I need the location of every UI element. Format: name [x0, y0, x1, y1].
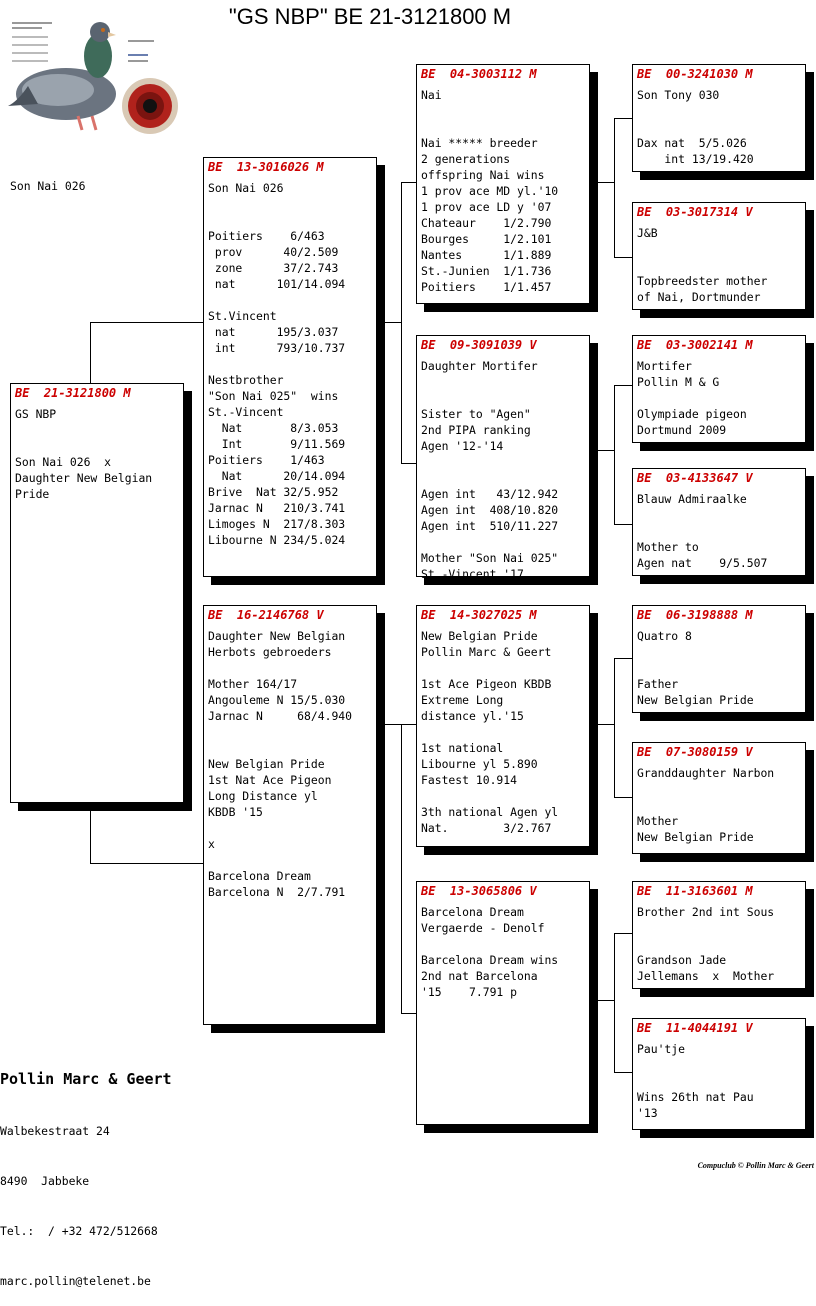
pigeon-note-line — [421, 119, 558, 135]
pigeon-note-line: offspring Nai wins — [421, 168, 545, 182]
pigeon-note-line: Angouleme N 15/5.030 — [208, 693, 346, 707]
pigeon-notes — [637, 225, 767, 305]
connector-line — [614, 257, 633, 258]
pigeon-note-line: 1st Ace Pigeon KBDB — [421, 677, 552, 691]
connector-line — [401, 182, 402, 464]
pigeon-notes — [421, 358, 558, 582]
pigeon-note-line: Dortmund 2009 — [637, 423, 727, 437]
pigeon-notes — [421, 628, 558, 836]
pigeon-note-line: '13 — [637, 1106, 658, 1120]
pigeon-note-line: Poitiers 6/463 — [208, 229, 325, 243]
pigeon-note-line — [208, 852, 352, 868]
pigeon-note-line: New Belgian Pride — [637, 693, 754, 707]
connector-line — [614, 933, 633, 934]
ring-number: BE 14-3027025 M — [421, 608, 537, 622]
connector-line — [401, 182, 417, 183]
pigeon-note-line: 1st Nat Ace Pigeon — [208, 773, 332, 787]
breeder-phone-line[interactable]: Tel.: / +32 472/512668 — [0, 1224, 158, 1238]
pigeon-note-line: 1 prov ace LD y '07 — [421, 200, 552, 214]
pigeon-note-line: Jarnac N 210/3.741 — [208, 501, 346, 515]
connector-line — [614, 1072, 633, 1073]
pigeon-name: Mortifer — [637, 359, 692, 373]
pigeon-note-line: St.-Vincent '17 — [421, 567, 524, 581]
pigeon-note-line: Barcelona Dream — [208, 869, 311, 883]
pigeon-notes — [637, 628, 754, 708]
pigeon-notes — [637, 1041, 754, 1121]
pigeon-card-sire-dam[interactable] — [416, 335, 590, 581]
pigeon-note-line: Agen '12-'14 — [421, 439, 504, 453]
pigeon-note-line: Wins 26th nat Pau — [637, 1090, 754, 1104]
pigeon-notes — [637, 904, 774, 984]
pigeon-note-line — [637, 797, 774, 813]
pigeon-note-line — [637, 920, 774, 936]
pigeon-note-line: Libourne N 234/5.024 — [208, 533, 346, 547]
pigeon-note-line — [421, 788, 558, 804]
connector-line — [614, 118, 633, 119]
pigeon-note-line: New Belgian Pride — [637, 830, 754, 844]
pigeon-note-line: Mother "Son Nai 025" — [421, 551, 559, 565]
pigeon-note-line — [637, 644, 754, 660]
pigeon-note-line: Agen int 510/11.227 — [421, 519, 559, 533]
pigeon-card-ddd[interactable] — [632, 1018, 806, 1130]
pigeon-name: Barcelona Dream — [421, 905, 524, 919]
pigeon-note-line: Libourne yl 5.890 — [421, 757, 538, 771]
breeder-info — [0, 1035, 172, 1306]
subject-label: Son Nai 026 — [10, 179, 86, 193]
pigeon-note-line — [421, 724, 558, 740]
pigeon-note-line: Nai ***** breeder — [421, 136, 538, 150]
pigeon-note-line: 1 prov ace MD yl.'10 — [421, 184, 559, 198]
pigeon-note-line — [637, 119, 754, 135]
connector-line — [590, 724, 615, 725]
pigeon-note-line — [637, 1057, 754, 1073]
pigeon-name: GS NBP — [15, 407, 57, 421]
pigeon-name: New Belgian Pride — [421, 629, 538, 643]
ring-number: BE 16-2146768 V — [208, 608, 324, 622]
pigeon-notes — [208, 180, 345, 548]
connector-line — [90, 322, 204, 323]
ring-number: BE 13-3065806 V — [421, 884, 537, 898]
pigeon-note-line: Limoges N 217/8.303 — [208, 517, 346, 531]
connector-line — [90, 322, 91, 384]
pigeon-note-line — [421, 936, 558, 952]
pigeon-notes — [208, 628, 352, 900]
connector-line — [590, 182, 615, 183]
pigeon-note-line: Barcelona N 2/7.791 — [208, 885, 346, 899]
pigeon-note-line: New Belgian Pride — [208, 757, 325, 771]
connector-line — [401, 1013, 417, 1014]
pigeon-card-dsd[interactable] — [632, 742, 806, 854]
pigeon-note-line — [421, 374, 558, 390]
breeder-address-line: Walbekestraat 24 — [0, 1124, 110, 1138]
pigeon-note-line: distance yl.'15 — [421, 709, 524, 723]
pigeon-note-line: Mother to — [637, 540, 699, 554]
pigeon-note-line — [421, 390, 558, 406]
pigeon-note-line — [421, 454, 558, 470]
pigeon-note-line — [637, 936, 774, 952]
pigeon-note-line — [421, 534, 558, 550]
pigeon-note-line: Chateaur 1/2.790 — [421, 216, 552, 230]
connector-line — [401, 463, 417, 464]
ring-number: BE 09-3091039 V — [421, 338, 537, 352]
pigeon-note-line: Jarnac N 68/4.940 — [208, 709, 353, 723]
pigeon-notes — [15, 406, 152, 502]
pigeon-note-line: Poitiers 1/1.457 — [421, 280, 552, 294]
ring-number: BE 04-3003112 M — [421, 67, 537, 81]
pigeon-note-line — [637, 781, 774, 797]
pigeon-notes — [421, 904, 558, 1000]
pigeon-note-line: int 13/19.420 — [637, 152, 754, 166]
connector-line — [90, 802, 91, 863]
connector-line — [614, 933, 615, 1073]
footer-credit: Compuclub © Pollin Marc & Geert — [697, 1161, 814, 1170]
connector-line — [401, 724, 417, 725]
pigeon-note-line — [421, 660, 558, 676]
pigeon-card-sdd[interactable] — [632, 468, 806, 576]
pigeon-card-dam-dam[interactable] — [416, 881, 590, 1125]
pigeon-note-line: Mother — [637, 814, 679, 828]
pigeon-note-line — [208, 820, 352, 836]
pigeon-note-line: Barcelona Dream wins — [421, 953, 559, 967]
pigeon-notes — [637, 765, 774, 845]
ring-number: BE 11-3163601 M — [637, 884, 753, 898]
pigeon-notes — [637, 491, 767, 571]
connector-line — [614, 385, 633, 386]
pigeon-card-ssd[interactable] — [632, 202, 806, 310]
pigeon-note-line: Olympiade pigeon — [637, 407, 747, 421]
pigeon-note-line — [15, 438, 152, 454]
pigeon-card-sire[interactable] — [203, 157, 377, 577]
pigeon-note-line: Bourges 1/2.101 — [421, 232, 552, 246]
connector-line — [614, 658, 615, 798]
pigeon-card-main[interactable] — [10, 383, 184, 803]
pigeon-note-line: int 793/10.737 — [208, 341, 346, 355]
pigeon-note-line — [208, 212, 345, 228]
pigeon-card-dds[interactable] — [632, 881, 806, 989]
pigeon-note-line: Agen int 408/10.820 — [421, 503, 559, 517]
pigeon-note-line: Poitiers 1/463 — [208, 453, 325, 467]
ring-number: BE 11-4044191 V — [637, 1021, 753, 1035]
pigeon-image — [8, 22, 116, 130]
pigeon-note-line: Int 9/11.569 — [208, 437, 346, 451]
ring-number: BE 03-3017314 V — [637, 205, 753, 219]
pigeon-note-line: Herbots gebroeders — [208, 645, 332, 659]
pigeon-note-line — [208, 292, 345, 308]
pigeon-name: Granddaughter Narbon — [637, 766, 775, 780]
pigeon-note-line — [208, 196, 345, 212]
pigeon-notes — [421, 87, 558, 295]
pigeon-note-line: nat 101/14.094 — [208, 277, 346, 291]
connector-line — [590, 1000, 615, 1001]
pigeon-note-line — [637, 257, 767, 273]
pigeon-note-line: Nat. 3/2.767 — [421, 821, 552, 835]
pigeon-note-line — [421, 470, 558, 486]
breeder-email-line[interactable]: marc.pollin@telenet.be — [0, 1274, 151, 1288]
pigeon-note-line: Sister to "Agen" — [421, 407, 531, 421]
pigeon-notes — [637, 87, 754, 167]
photo-caption-text — [12, 22, 154, 62]
pigeon-note-line: Father — [637, 677, 679, 691]
pigeon-note-line: Pollin Marc & Geert — [421, 645, 552, 659]
pigeon-name: Daughter Mortifer — [421, 359, 538, 373]
connector-line — [590, 450, 615, 451]
pigeon-note-line: Nantes 1/1.889 — [421, 248, 552, 262]
pigeon-note-line: '15 7.791 p — [421, 985, 518, 999]
pigeon-note-line: St.-Vincent — [208, 405, 284, 419]
pigeon-name: Blauw Admiraalke — [637, 492, 747, 506]
page-title: "GS NBP" BE 21-3121800 M — [228, 4, 512, 29]
pigeon-note-line: "Son Nai 025" wins — [208, 389, 339, 403]
pigeon-note-line: 2 generations — [421, 152, 511, 166]
pigeon-note-line — [421, 103, 558, 119]
pigeon-note-line — [208, 356, 345, 372]
pigeon-note-line — [637, 507, 767, 523]
ring-number: BE 13-3016026 M — [208, 160, 324, 174]
pigeon-note-line — [637, 1073, 754, 1089]
pigeon-note-line: Daughter New Belgian — [15, 471, 153, 485]
pigeon-note-line: x — [208, 837, 215, 851]
connector-line — [614, 385, 615, 525]
pigeon-note-line — [637, 390, 747, 406]
ring-number: BE 06-3198888 M — [637, 608, 753, 622]
ring-number: BE 00-3241030 M — [637, 67, 753, 81]
pigeon-name: Son Tony 030 — [637, 88, 720, 102]
pigeon-note-line — [208, 724, 352, 740]
pigeon-name: Pau'tje — [637, 1042, 686, 1056]
pigeon-note-line: KBDB '15 — [208, 805, 263, 819]
pigeon-card-dss[interactable] — [632, 605, 806, 713]
pigeon-note-line: St.-Junien 1/1.736 — [421, 264, 552, 278]
pigeon-photo — [8, 16, 186, 134]
connector-line — [614, 524, 633, 525]
pigeon-name: Nai — [421, 88, 442, 102]
pigeon-note-line: Extreme Long — [421, 693, 504, 707]
pigeon-card-sire-sire[interactable] — [416, 64, 590, 304]
pigeon-note-line: nat 195/3.037 — [208, 325, 339, 339]
pigeon-note-line: Nat 8/3.053 — [208, 421, 339, 435]
pigeon-name: J&B — [637, 226, 658, 240]
connector-line — [376, 724, 402, 725]
pigeon-name: Daughter New Belgian — [208, 629, 346, 643]
pigeon-note-line: 3th national Agen yl — [421, 805, 559, 819]
connector-line — [376, 322, 402, 323]
pigeon-note-line: Son Nai 026 x — [15, 455, 112, 469]
pigeon-note-line: Agen nat 9/5.507 — [637, 556, 768, 570]
pigeon-note-line — [637, 523, 767, 539]
pigeon-note-line: Jellemans x Mother — [637, 969, 775, 983]
pigeon-note-line: Agen int 43/12.942 — [421, 487, 559, 501]
pigeon-note-line: Dax nat 5/5.026 — [637, 136, 747, 150]
pigeon-card-sss[interactable] — [632, 64, 806, 172]
pigeon-note-line: Pollin M & G — [637, 375, 720, 389]
pigeon-note-line — [637, 103, 754, 119]
pigeon-note-line: Vergaerde - Denolf — [421, 921, 545, 935]
pigeon-note-line — [637, 660, 754, 676]
breeder-name: Pollin Marc & Geert — [0, 1070, 172, 1088]
connector-line — [401, 724, 402, 1014]
pigeon-note-line — [637, 241, 767, 257]
pigeon-note-line: of Nai, Dortmunder — [637, 290, 761, 304]
pigeon-note-line: prov 40/2.509 — [208, 245, 339, 259]
pigeon-note-line: Nat 20/14.094 — [208, 469, 346, 483]
pigeon-name: Brother 2nd int Sous — [637, 905, 775, 919]
pigeon-note-line — [208, 740, 352, 756]
pigeon-note-line: 1st national — [421, 741, 504, 755]
pigeon-note-line: Fastest 10.914 — [421, 773, 518, 787]
eye-image — [122, 78, 178, 134]
pigeon-card-dam[interactable] — [203, 605, 377, 1025]
connector-line — [614, 658, 633, 659]
pigeon-name: Son Nai 026 — [208, 181, 284, 195]
connector-line — [614, 118, 615, 258]
ring-number: BE 07-3080159 V — [637, 745, 753, 759]
pigeon-note-line — [15, 422, 152, 438]
pigeon-note-line: zone 37/2.743 — [208, 261, 339, 275]
pigeon-note-line — [208, 660, 352, 676]
connector-line — [614, 797, 633, 798]
pigeon-note-line: Long Distance yl — [208, 789, 318, 803]
ring-number: BE 03-3002141 M — [637, 338, 753, 352]
pigeon-note-line: Pride — [15, 487, 50, 501]
ring-number: BE 03-4133647 V — [637, 471, 753, 485]
pigeon-note-line: St.Vincent — [208, 309, 277, 323]
pigeon-note-line: 2nd PIPA ranking — [421, 423, 531, 437]
pigeon-note-line: Brive Nat 32/5.952 — [208, 485, 339, 499]
pigeon-note-line: Nestbrother — [208, 373, 284, 387]
pigeon-notes — [637, 358, 747, 438]
breeder-city-line: 8490 Jabbeke — [0, 1174, 90, 1188]
pigeon-note-line: Mother 164/17 — [208, 677, 298, 691]
ring-number: BE 21-3121800 M — [15, 386, 131, 400]
connector-line — [90, 863, 204, 864]
pigeon-note-line: Grandson Jade — [637, 953, 727, 967]
pigeon-card-sds[interactable] — [632, 335, 806, 443]
pigeon-name: Quatro 8 — [637, 629, 692, 643]
pigeon-note-line: 2nd nat Barcelona — [421, 969, 538, 983]
pigeon-card-dam-sire[interactable] — [416, 605, 590, 847]
pigeon-note-line: Topbreedster mother — [637, 274, 768, 288]
